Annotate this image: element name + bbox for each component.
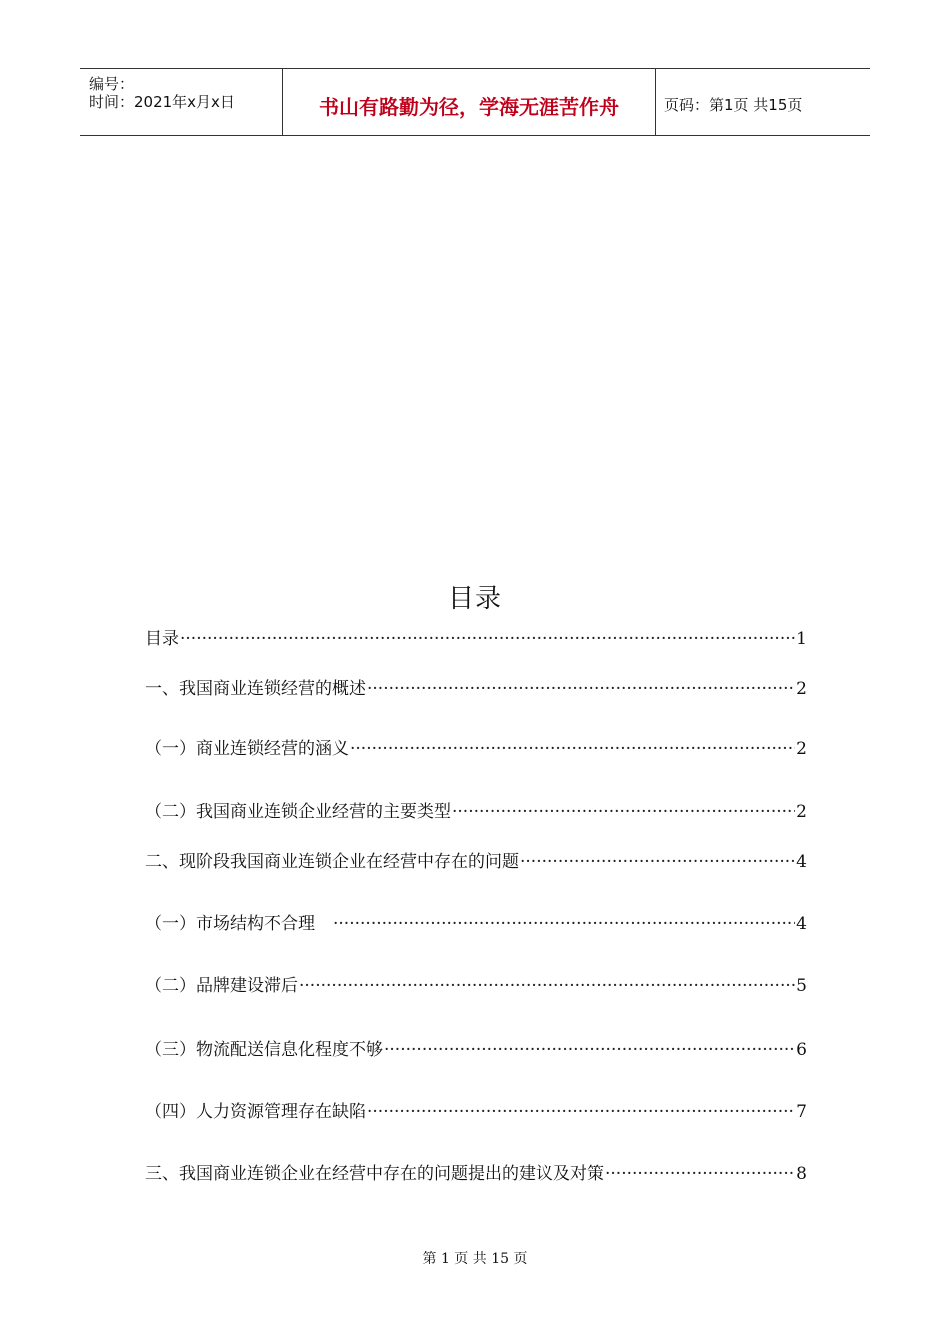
toc-entry-label: （二）品牌建设滞后 <box>145 976 298 996</box>
toc-title: 目录 <box>447 584 502 614</box>
toc-leader-dots <box>520 852 795 872</box>
header-page-cell <box>656 69 870 135</box>
toc-entry[interactable] <box>145 734 807 759</box>
toc-entry-page: 2 <box>796 739 807 759</box>
toc-entry-label: 一、我国商业连锁经营的概述 <box>145 679 366 699</box>
toc-entry[interactable] <box>145 624 807 649</box>
page-footer: 第 1 页 共 15 页 <box>422 1251 528 1267</box>
header-motto-cell <box>282 69 656 135</box>
header-motto: 书山有路勤为径，学海无涯苦作舟 <box>319 95 619 119</box>
toc-entry-label: 目录 <box>145 629 179 649</box>
toc-leader-dots <box>350 739 795 759</box>
toc-entry[interactable] <box>145 1035 807 1060</box>
toc-entry[interactable] <box>145 1159 807 1184</box>
toc-entry-page: 1 <box>796 629 807 649</box>
toc-leader-dots <box>384 1040 795 1060</box>
toc-entry[interactable] <box>145 797 807 822</box>
header-meta-cell <box>80 69 282 135</box>
toc-leader-dots <box>333 914 795 934</box>
toc-entry-page: 6 <box>796 1040 807 1060</box>
toc-leader-dots <box>367 679 795 699</box>
toc-entry[interactable] <box>145 1097 807 1122</box>
header-page-number: 页码：第1页 共15页 <box>664 96 803 114</box>
toc-entry-label: 三、我国商业连锁企业在经营中存在的问题提出的建议及对策 <box>145 1164 604 1184</box>
toc-leader-dots <box>367 1102 795 1122</box>
toc-entry[interactable] <box>145 847 807 872</box>
toc-entry[interactable] <box>145 674 807 699</box>
toc-entry-page: 8 <box>796 1164 807 1184</box>
toc-entry-label: （二）我国商业连锁企业经营的主要类型 <box>145 802 451 822</box>
page-header <box>80 68 870 136</box>
toc-leader-dots <box>605 1164 795 1184</box>
toc-entry-label: （三）物流配送信息化程度不够 <box>145 1040 383 1060</box>
toc-entry-page: 2 <box>796 802 807 822</box>
toc-entry-page: 4 <box>796 914 807 934</box>
document-date-label: 时间：2021年x月x日 <box>89 93 235 111</box>
toc-leader-dots <box>180 629 795 649</box>
toc-entry-page: 7 <box>796 1102 807 1122</box>
toc-entry-label: （四）人力资源管理存在缺陷 <box>145 1102 366 1122</box>
toc-entry[interactable] <box>145 971 807 996</box>
toc-leader-dots <box>299 976 795 996</box>
toc-leader-dots <box>452 802 795 822</box>
toc-entry-page: 4 <box>796 852 807 872</box>
toc-entry-label: （一）市场结构不合理 <box>145 914 332 934</box>
toc-entry-label: 二、现阶段我国商业连锁企业在经营中存在的问题 <box>145 852 519 872</box>
toc-entry-label: （一）商业连锁经营的涵义 <box>145 739 349 759</box>
toc-entry-page: 2 <box>796 679 807 699</box>
document-number-label: 编号： <box>89 75 135 93</box>
toc-entry-page: 5 <box>796 976 807 996</box>
toc-entry[interactable] <box>145 909 807 934</box>
